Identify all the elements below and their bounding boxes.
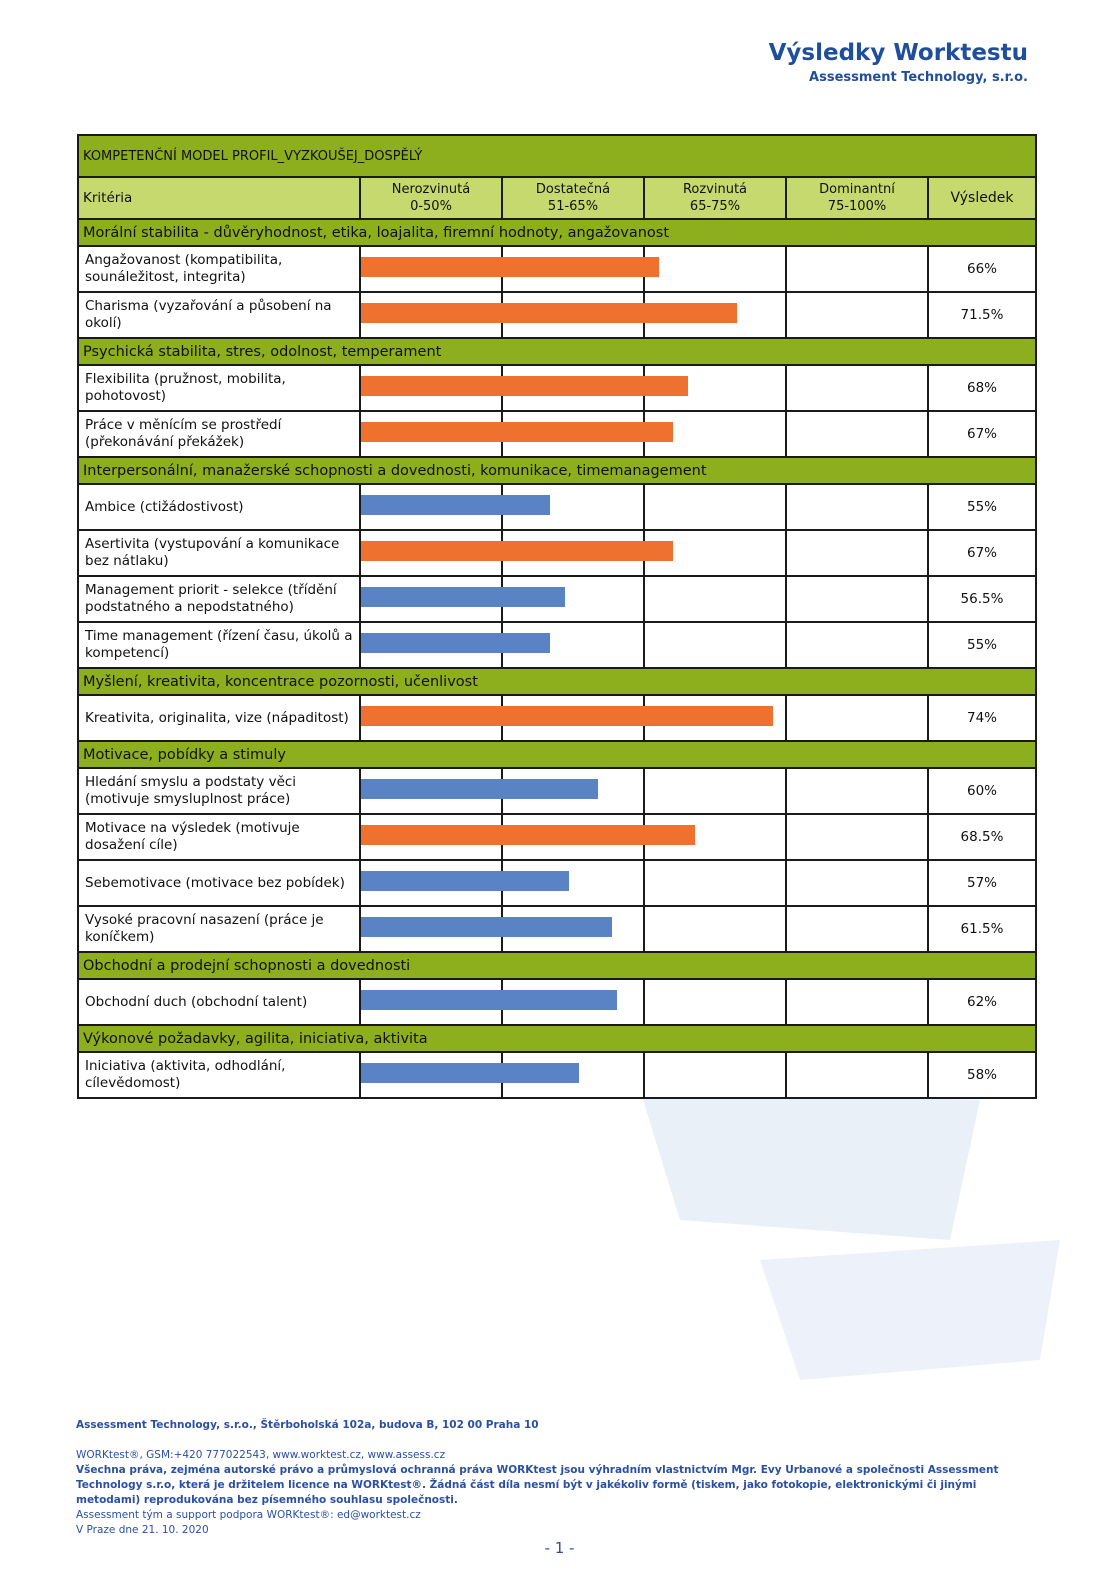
category-title: Obchodní a prodejní schopnosti a dovednosti: [78, 952, 1036, 979]
company-name: Assessment Technology, s.r.o.: [809, 70, 1028, 85]
competency-row: [78, 365, 1036, 411]
score-bar: [361, 587, 565, 607]
score-bar: [361, 990, 617, 1010]
competency-result: 67%: [928, 530, 1036, 576]
table-title-row: [78, 135, 1036, 177]
competency-result: 61.5%: [928, 906, 1036, 952]
competency-label: Práce v měnícím se prostředí (překonávání překážek): [78, 411, 360, 457]
score-bar-cell: [360, 622, 928, 668]
competency-label: Motivace na výsledek (motivuje dosažení cíle): [78, 814, 360, 860]
competency-table: [77, 134, 1037, 1099]
score-bar: [361, 1063, 579, 1083]
score-bar-cell: [360, 292, 928, 338]
competency-result: 74%: [928, 695, 1036, 741]
competency-label: Charisma (vyzařování a působení na okolí): [78, 292, 360, 338]
competency-row: [78, 622, 1036, 668]
competency-result: 58%: [928, 1052, 1036, 1098]
score-bar: [361, 917, 612, 937]
level-header-4: [786, 177, 928, 219]
competency-label: Sebemotivace (motivace bez pobídek): [78, 860, 360, 906]
score-bar: [361, 825, 695, 845]
score-bar-cell: [360, 365, 928, 411]
score-bar: [361, 779, 598, 799]
level-name: Dostatečná: [535, 182, 611, 197]
score-bar: [361, 871, 569, 891]
competency-label: Hledání smyslu a podstaty věci (motivuje smysluplnost práce): [78, 768, 360, 814]
footer-support: Assessment tým a support podpora WORKtest®: ed@worktest.cz: [76, 1509, 421, 1521]
competency-row: [78, 411, 1036, 457]
category-row: [78, 1025, 1036, 1052]
category-title: Interpersonální, manažerské schopnosti a dovednosti, komunikace, timemanagement: [78, 457, 1036, 484]
competency-result: 56.5%: [928, 576, 1036, 622]
competency-label: Kreativita, originalita, vize (nápaditost): [78, 695, 360, 741]
score-bar-cell: [360, 695, 928, 741]
competency-row: [78, 1052, 1036, 1098]
competency-result: 57%: [928, 860, 1036, 906]
category-row: [78, 668, 1036, 695]
score-bar-cell: [360, 768, 928, 814]
score-bar-cell: [360, 814, 928, 860]
competency-label: Vysoké pracovní nasazení (práce je koníčkem): [78, 906, 360, 952]
category-title: Výkonové požadavky, agilita, iniciativa, aktivita: [78, 1025, 1036, 1052]
competency-label: Ambice (ctižádostivost): [78, 484, 360, 530]
competency-row: [78, 484, 1036, 530]
competency-result: 68.5%: [928, 814, 1036, 860]
footer-legal: [76, 1448, 1036, 1538]
footer-date: V Praze dne 21. 10. 2020: [76, 1524, 209, 1536]
footer-address-text: Assessment Technology, s.r.o., Štěrboholská 102a, budova B, 102 00 Praha 10: [76, 1419, 539, 1431]
footer-address: [76, 1418, 539, 1433]
competency-label: Management priorit - selekce (třídění podstatného a nepodstatného): [78, 576, 360, 622]
competency-row: [78, 979, 1036, 1025]
competency-row: [78, 530, 1036, 576]
level-header-1: [360, 177, 502, 219]
category-title: Myšlení, kreativita, koncentrace pozornosti, učenlivost: [78, 668, 1036, 695]
category-row: [78, 457, 1036, 484]
competency-result: 55%: [928, 622, 1036, 668]
competency-result: 55%: [928, 484, 1036, 530]
category-title: Psychická stabilita, stres, odolnost, temperament: [78, 338, 1036, 365]
score-bar-cell: [360, 411, 928, 457]
result-header: Výsledek: [928, 177, 1036, 219]
level-range: 65-75%: [689, 199, 741, 214]
level-name: Dominantní: [819, 182, 895, 197]
competency-label: Iniciativa (aktivita, odhodlání, cílevědomost): [78, 1052, 360, 1098]
category-row: [78, 338, 1036, 365]
table-header-row: [78, 177, 1036, 219]
competency-result: 66%: [928, 246, 1036, 292]
report-title: Výsledky Worktestu: [768, 40, 1028, 66]
competency-label: Angažovanost (kompatibilita, sounáležitost, integrita): [78, 246, 360, 292]
competency-row: [78, 576, 1036, 622]
competency-label: Obchodní duch (obchodní talent): [78, 979, 360, 1025]
level-header-3: [644, 177, 786, 219]
category-row: [78, 952, 1036, 979]
category-title: Morální stabilita - důvěryhodnost, etika, loajalita, firemní hodnoty, angažovanost: [78, 219, 1036, 246]
criteria-header: Kritéria: [78, 177, 360, 219]
category-title: Motivace, pobídky a stimuly: [78, 741, 1036, 768]
competency-row: [78, 860, 1036, 906]
score-bar-cell: [360, 246, 928, 292]
competency-label: Flexibilita (pružnost, mobilita, pohotovost): [78, 365, 360, 411]
score-bar: [361, 541, 673, 561]
category-row: [78, 219, 1036, 246]
category-row: [78, 741, 1036, 768]
level-range: 0-50%: [410, 199, 452, 214]
competency-label: Time management (řízení času, úkolů a kompetencí): [78, 622, 360, 668]
competency-result: 60%: [928, 768, 1036, 814]
competency-row: [78, 246, 1036, 292]
score-bar-cell: [360, 1052, 928, 1098]
table-title: KOMPETENČNÍ MODEL PROFIL_VYZKOUŠEJ_DOSPĚLÝ: [78, 135, 1036, 177]
footer-contact: WORKtest®, GSM:+420 777022543, www.worktest.cz, www.assess.cz: [76, 1449, 446, 1461]
competency-result: 71.5%: [928, 292, 1036, 338]
score-bar: [361, 495, 550, 515]
score-bar: [361, 422, 673, 442]
level-name: Nerozvinutá: [391, 182, 471, 197]
competency-row: [78, 768, 1036, 814]
report-header: [769, 40, 1028, 85]
level-range: 75-100%: [827, 199, 887, 214]
competency-result: 67%: [928, 411, 1036, 457]
score-bar-cell: [360, 860, 928, 906]
competency-row: [78, 906, 1036, 952]
score-bar-cell: [360, 979, 928, 1025]
score-bar-cell: [360, 576, 928, 622]
score-bar: [361, 376, 688, 396]
competency-row: [78, 292, 1036, 338]
competency-row: [78, 695, 1036, 741]
score-bar: [361, 257, 659, 277]
score-bar-cell: [360, 530, 928, 576]
score-bar: [361, 303, 737, 323]
level-range: 51-65%: [547, 199, 599, 214]
score-bar-cell: [360, 484, 928, 530]
score-bar-cell: [360, 906, 928, 952]
page-number: - 1 -: [544, 1539, 575, 1557]
competency-result: 68%: [928, 365, 1036, 411]
competency-label: Asertivita (vystupování a komunikace bez nátlaku): [78, 530, 360, 576]
score-bar: [361, 633, 550, 653]
level-header-2: [502, 177, 644, 219]
competency-row: [78, 814, 1036, 860]
competency-result: 62%: [928, 979, 1036, 1025]
footer-rights: Všechna práva, zejména autorské právo a průmyslová ochranná práva WORKtest jsou výhradním vlastnictvím Mgr. Evy Urbanové a společnosti Assessment Technology s.r.o, která je držitelem licence na WORKtest®. Žádná část díla nesmí být v jakékoliv formě (tiskem, jako fotokopie, elektronickými či jinými metodami) reprodukována bez písemného souhlasu společnosti.: [76, 1464, 999, 1506]
score-bar: [361, 706, 773, 726]
level-name: Rozvinutá: [682, 182, 748, 197]
